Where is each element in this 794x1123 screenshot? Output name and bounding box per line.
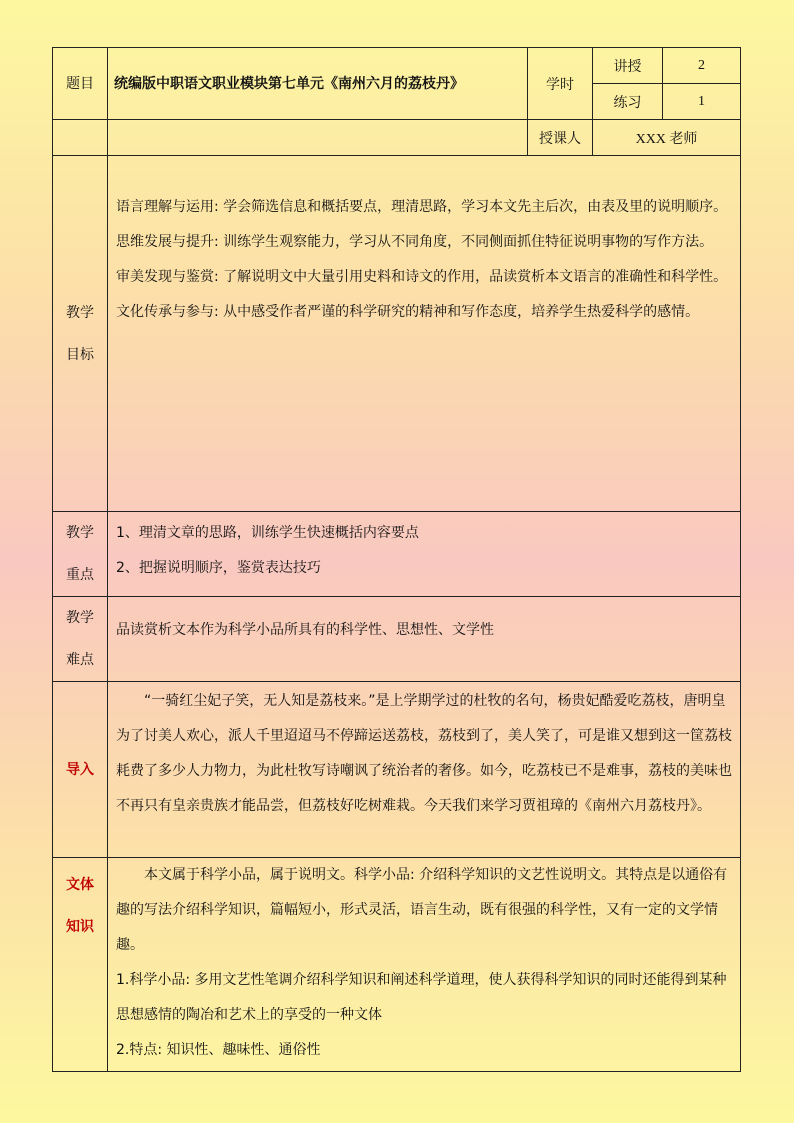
key-points-label-1: 教学: [66, 525, 94, 541]
hours-label: 学时: [528, 48, 593, 120]
key-point-item: 2、把握说明顺序，鉴赏表达技巧: [116, 560, 321, 576]
objectives-label: [53, 156, 108, 512]
difficulties-label: [53, 597, 108, 682]
teacher-value: XXX 老师: [593, 120, 741, 156]
objective-item: 审美发现与鉴赏: 了解说明文中大量引用史料和诗文的作用，品读赏析本文语言的准确性和科学性。: [116, 269, 728, 285]
key-points-label-2: 重点: [66, 567, 94, 583]
lesson-plan-table: [52, 47, 741, 1072]
lecture-label: 讲授: [593, 48, 663, 84]
difficulties-label-2: 难点: [66, 652, 94, 668]
objective-item: 思维发展与提升: 训练学生观察能力，学习从不同角度，不同侧面抓住特征说明事物的写作方法。: [116, 234, 714, 250]
objective-item: 语言理解与运用: 学会筛选信息和概括要点，理清思路，学习本文先主后次，由表及里的说明顺序。: [116, 199, 728, 215]
genre-label: [53, 858, 108, 1072]
practice-label: 练习: [593, 84, 663, 120]
genre-label-2: 知识: [66, 919, 94, 935]
difficulties-label-1: 教学: [66, 610, 94, 626]
difficulties-text: 品读赏析文本作为科学小品所具有的科学性、思想性、文学性: [116, 622, 494, 638]
difficulties-content: [108, 597, 741, 682]
genre-item-2: 2.特点: 知识性、趣味性、通俗性: [116, 1042, 321, 1058]
teacher-label: 授课人: [528, 120, 593, 156]
objectives-label-2: 目标: [66, 346, 94, 363]
intro-label: 导入: [53, 682, 108, 858]
lecture-value: 2: [663, 48, 741, 84]
topic-label: 题目: [53, 48, 108, 120]
key-points-content: [108, 512, 741, 597]
topic-label-cont: [53, 120, 108, 156]
title-cont: [108, 120, 528, 156]
objective-item: 文化传承与参与: 从中感受作者严谨的科学研究的精神和写作态度，培养学生热爱科学的感情。: [116, 304, 700, 320]
practice-value: 1: [663, 84, 741, 120]
genre-content: [108, 858, 741, 1072]
lesson-title: 统编版中职语文职业模块第七单元《南州六月的荔枝丹》: [108, 48, 528, 120]
genre-item-1: 1.科学小品: 多用文艺性笔调介绍科学知识和阐述科学道理，使人获得科学知识的同时还能得到某种思想感情的陶冶和艺术上的享受的一种文体: [116, 972, 727, 1023]
key-point-item: 1、理清文章的思路，训练学生快速概括内容要点: [116, 525, 419, 541]
intro-text: “一骑红尘妃子笑，无人知是荔枝来。”是上学期学过的杜牧的名句，杨贵妃酷爱吃荔枝，唐明皇为了讨美人欢心，派人千里迢迢马不停蹄运送荔枝，荔枝到了，美人笑了，可是谁又想到这一筐荔枝耗费了多少人力物力，为此杜牧写诗嘲讽了统治者的奢侈。如今，吃荔枝已不是难事，荔枝的美味也不再只有皇亲贵族才能品尝，但荔枝好吃树难栽。今天我们来学习贾祖璋的《南州六月荔枝丹》。: [116, 693, 732, 814]
intro-content: [108, 682, 741, 858]
genre-paragraph: 本文属于科学小品，属于说明文。科学小品: 介绍科学知识的文艺性说明文。其特点是以通俗有趣的写法介绍科学知识，篇幅短小，形式灵活，语言生动，既有很强的科学性，又有一定的文学情趣。: [116, 867, 728, 953]
key-points-label: [53, 512, 108, 597]
genre-label-1: 文体: [66, 877, 94, 893]
objectives-label-1: 教学: [66, 304, 94, 321]
objectives-content: [108, 156, 741, 512]
